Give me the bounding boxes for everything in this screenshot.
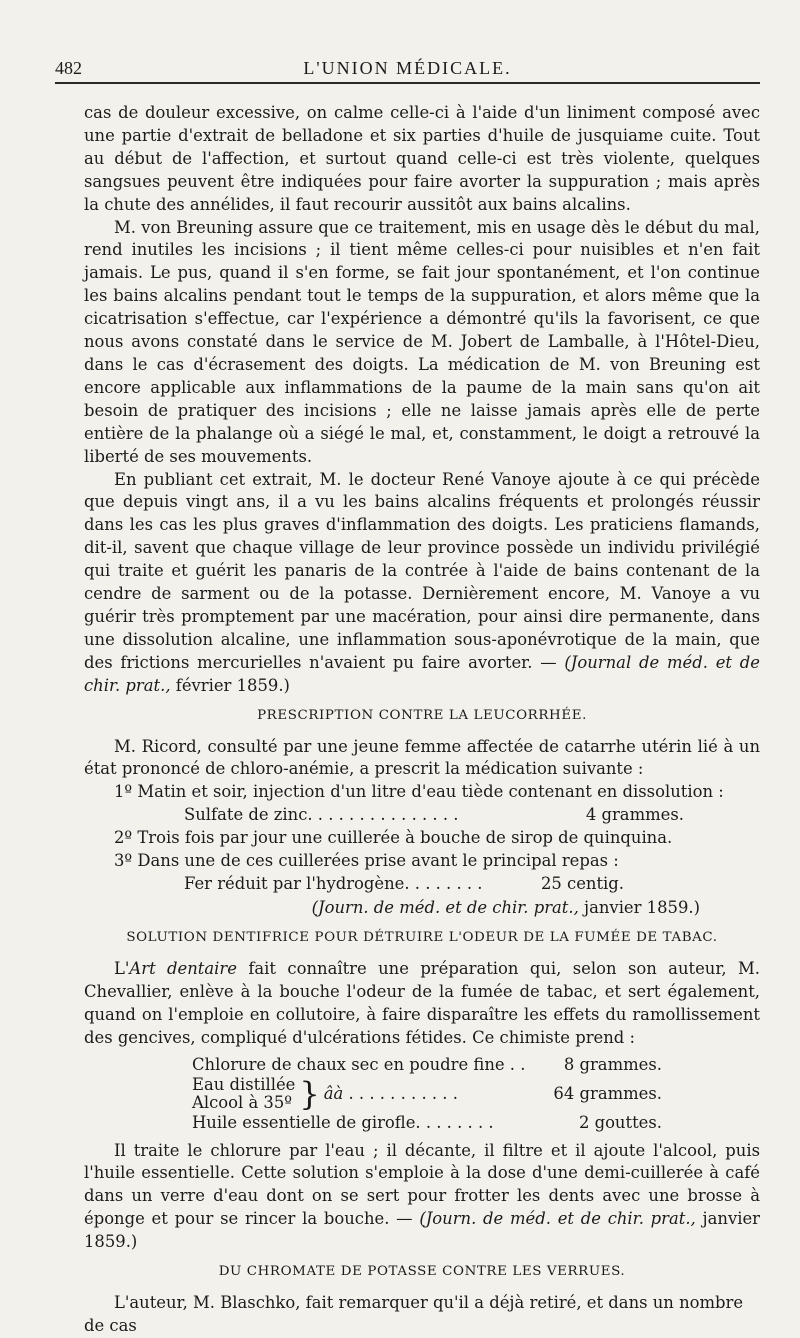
formula-row-chlorure	[192, 1054, 662, 1076]
page-number: 482	[55, 58, 82, 78]
section-1-citation	[84, 896, 760, 920]
section-heading-verrues: DU CHROMATE DE POTASSE CONTRE LES VERRUES.	[218, 1264, 626, 1280]
paragraph-2: M. von Breuning assure que ce traitement, mis en usage dès le début du mal, rend inutiles les incisions ; il tient même celles-ci pour nuisibles et n'en fait jamais. Le pus, quand il s'en forme, se fait jour spontanément, et l'on continue les bains alcalins pendant tout le temps de la suppuration, et alors même que la cicatrisation s'effectue, car l'expérience a démontré qu'ils la favorisent, ce que nous avons constaté dans le service de M. Jobert de Lamballe, à l'Hôtel-Dieu, dans le cas d'écrasement des doigts. La médication de M. von Breuning est encore applicable aux inflammations de la paume de la main sans qu'on ait besoin de pratiquer des incisions ; elle ne laisse jamais après elle de perte entière de la phalange où a siégé le mal, et, constamment, le doigt a retrouvé la liberté de ses mouvements.	[84, 217, 760, 466]
paragraph-3-citation: (Journal de méd. et de chir. prat.,	[84, 652, 760, 695]
ana-abbreviation: âà	[323, 1083, 344, 1103]
prescription-item-1: 1º Matin et soir, injection d'un litre d'eau tiède contenant en dissolution :	[114, 782, 724, 802]
paragraph-3-citation-date: février 1859.)	[170, 675, 290, 695]
ingredient-quantity: 4 grammes.	[585, 805, 684, 825]
formula-row-girofle	[192, 1112, 662, 1134]
paragraph-3	[84, 469, 760, 698]
formula-brace-quantity	[324, 1083, 662, 1105]
section-2-intro	[84, 958, 760, 1050]
formula-ingredient: Chlorure de chaux sec en poudre fine . .	[192, 1054, 526, 1074]
citation-journal: (Journ. de méd. et de chir. prat.,	[311, 897, 579, 917]
intro-rest: fait connaître une préparation qui, selon son auteur, M. Chevallier, enlève à la bouche l'odeur de la fumée de tabac, et sert également, quand on l'emploie en collutoire, à faire disparaître les effets du ramollissement des gencives, compliqué d'ulcérations fétides. Ce chimiste prend :	[84, 958, 760, 1047]
formula-brace-labels	[192, 1076, 295, 1112]
formula-quantity: 2 gouttes.	[578, 1112, 662, 1132]
ingredient-name: Sulfate de zinc. . . . . . . . . . . . . . .	[184, 805, 459, 825]
section-heading-leucorrhee: PRESCRIPTION CONTRE LA LEUCORRHÉE.	[257, 707, 587, 723]
prescription-ingredient-1	[184, 804, 684, 827]
paragraph-1: cas de douleur excessive, on calme celle-ci à l'aide d'un liniment composé avec une partie d'extrait de belladone et six parties d'huile de jusquiame cuite. Tout au début de l'affection, et surtout quand celle-ci est très violente, quelques sangsues peuvent être indiquées pour faire avorter la suppuration ; mais après la chute des annélides, il faut recourir aussitôt aux bains alcalins.	[84, 103, 760, 214]
formula-ingredient-alcool: Alcool à 35º	[192, 1092, 292, 1112]
formula-ingredient-eau: Eau distillée	[192, 1074, 296, 1094]
brace-symbol: }	[299, 1074, 320, 1113]
section-2-after	[84, 1140, 760, 1255]
formula-quantity: 8 grammes.	[563, 1054, 662, 1074]
prescription-item-2: 2º Trois fois par jour une cuillerée à bouche de sirop de quinquina.	[114, 828, 673, 848]
running-title: L'UNION MÉDICALE.	[303, 58, 512, 78]
citation-date: janvier 1859.)	[578, 897, 700, 917]
formula-aa	[324, 1083, 458, 1105]
formula-quantity: 64 grammes.	[553, 1083, 662, 1103]
page-header	[55, 52, 760, 84]
prescription-ingredient-3	[184, 873, 624, 896]
ingredient-quantity: 25 centig.	[540, 874, 624, 893]
ingredient-name: Fer réduit par l'hydrogène. . . . . . . .	[184, 874, 483, 893]
leader-dots: . . . . . . . . . . .	[348, 1083, 458, 1103]
paragraph-3-text: En publiant cet extrait, M. le docteur René Vanoye ajoute à ce qui précède que depuis vingt ans, il a vu les bains alcalins fréquents et prolongés réussir dans les cas les plus graves d'inflammation des doigts. Les praticiens flamands, dit-il, savent que chaque village de leur province possède un individu privilégié qui traite et guérit les panaris de la contrée à l'aide de bains contenant de la cendre de sarment ou de la potasse. Dernièrement encore, M. Vanoye a vu guérir très promptement par une macération, pour ainsi dire permanente, dans une dissolution alcaline, une inflammation sous-aponévrotique de la main, que des frictions mercurielles n'avaient pu faire avorter. —	[84, 469, 760, 672]
citation-journal: (Journ. de méd. et de chir. prat.,	[419, 1209, 696, 1229]
formula-row-eau-alcool	[192, 1076, 662, 1112]
prescription-item-3: 3º Dans une de ces cuillerées prise avant le principal repas :	[114, 851, 619, 871]
page-body	[84, 102, 760, 1338]
citation-date: janvier 1859.)	[84, 1209, 760, 1252]
dentifrice-formula	[192, 1054, 662, 1134]
journal-title-art-dentaire: Art dentaire	[129, 958, 237, 978]
formula-ingredient: Huile essentielle de girofle. . . . . . . .	[192, 1112, 494, 1132]
section-3-intro: L'auteur, M. Blaschko, fait remarquer qu'il a déjà retiré, et dans un nombre de cas	[84, 1293, 744, 1335]
after-text: Il traite le chlorure par l'eau ; il décante, il filtre et il ajoute l'alcool, puis l'huile essentielle. Cette solution s'emploie à la dose d'une demi-cuillerée à café dans un verre d'eau dont on se sert pour frotter les dents avec une brosse à éponge et pour se rincer la bouche. —	[84, 1140, 760, 1229]
section-1-intro: M. Ricord, consulté par une jeune femme affectée de catarrhe utérin lié à un état prononcé de chloro-anémie, a prescrit la médication suivante :	[84, 736, 760, 779]
section-heading-dentifrice: SOLUTION DENTIFRICE POUR DÉTRUIRE L'ODEUR DE LA FUMÉE DE TABAC.	[126, 929, 718, 945]
intro-lead: L'	[114, 958, 130, 978]
